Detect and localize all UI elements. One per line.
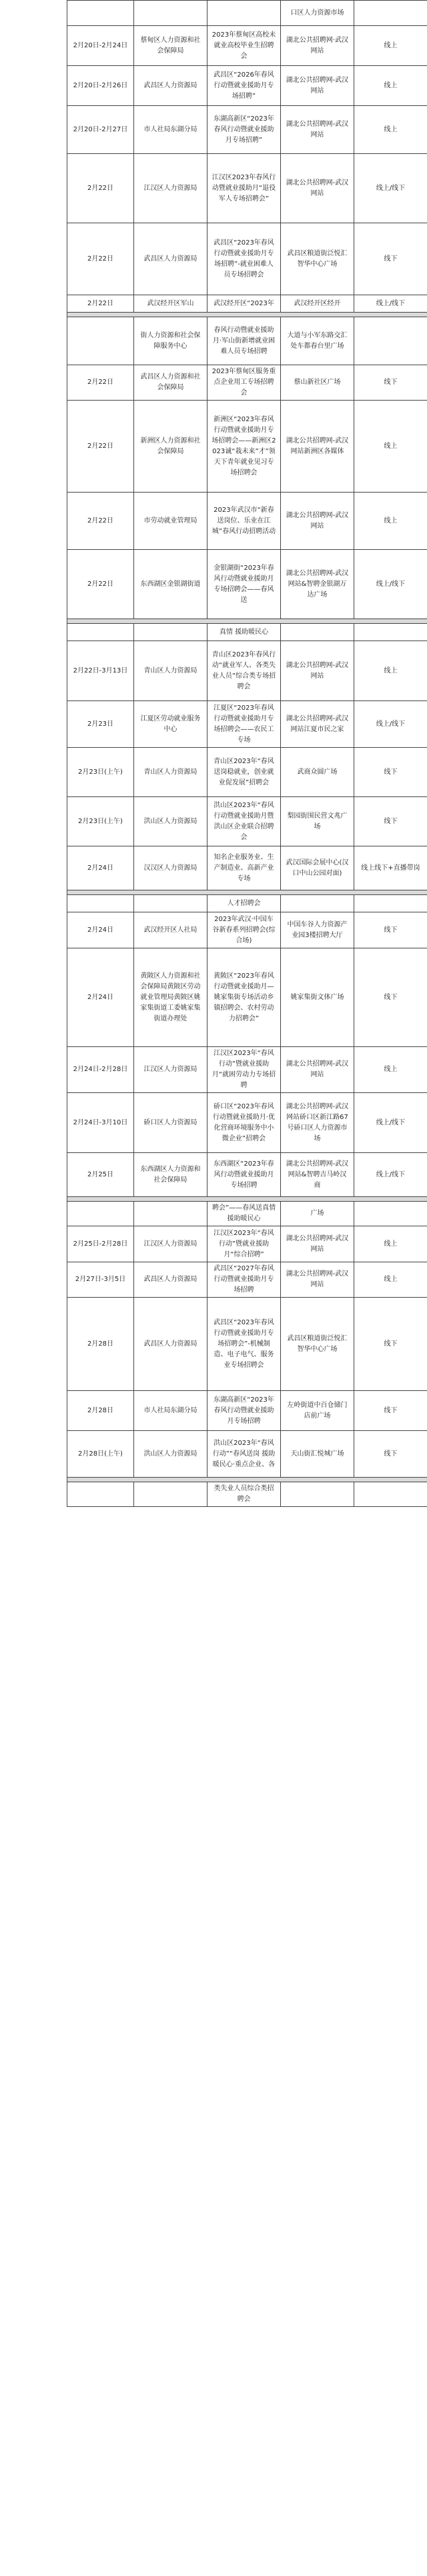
cell-date: 2月23日 [67,701,134,748]
cell-date: 2月23日(上午) [67,748,134,797]
cell-date: 2月20日-2月27日 [67,106,134,154]
cell-org: 硚口区人力资源局 [134,1093,207,1153]
cell-org: 江汉区人力资源局 [134,154,207,223]
table-row [67,106,427,154]
cell-mode: 线下 [354,1391,427,1431]
cell-venue: 湖北公共招聘网-武汉网站新洲区各媒体 [281,401,354,493]
cell-org: 市人社局东湖分局 [134,106,207,154]
cell-date [67,1482,134,1507]
cell-venue: 湖北公共招聘网-武汉网站 [281,641,354,701]
cell-venue: 姚家集街文体广场 [281,948,354,1047]
cell-date: 2月28日 [67,1298,134,1391]
table-row [67,493,427,550]
cell-org: 东西湖区金银湖街道 [134,550,207,619]
cell-org: 市人社局东湖分局 [134,1391,207,1431]
cell-date: 2月24日 [67,948,134,1047]
cell-mode [354,895,427,912]
cell-venue: 大道与小军东路交汇处车都春台里广场 [281,317,354,365]
cell-title: 武昌区“2023年春风行动暨就业援助月专场招聘会”-机械制造、电子电气、服务业专场招聘会 [207,1298,281,1391]
cell-org: 武昌区人力资源局 [134,1298,207,1391]
cell-title: 青山区2023年春风行动“就业军人、各类失业人员”综合类专场招聘会 [207,641,281,701]
cell-title: 武昌区“2027年春风行动暨就业援助月专场招聘 [207,1262,281,1298]
cell-date: 2月22日 [67,295,134,313]
cell-mode: 线上/线下 [354,701,427,748]
table-row [67,401,427,493]
table-row [67,1202,427,1226]
cell-date [67,624,134,641]
table-row [67,948,427,1047]
table-row [67,748,427,797]
cell-date: 2月24日 [67,846,134,890]
cell-mode: 线下 [354,748,427,797]
schedule-body [67,1,427,1507]
cell-venue: 中国车谷人力资源产业园3楼招聘大厅 [281,912,354,948]
cell-title: 武汉经开区“2023年 [207,295,281,313]
cell-date: 2月20日-2月26日 [67,66,134,106]
cell-mode: 线下 [354,365,427,401]
table-row [67,365,427,401]
cell-date: 2月27日-3月5日 [67,1262,134,1298]
cell-mode: 线下 [354,1431,427,1478]
cell-mode: 线上线下+直播带岗 [354,846,427,890]
cell-title: 类失业人员综合类招聘会 [207,1482,281,1507]
cell-date: 2月28日(上午) [67,1431,134,1478]
cell-title: 东湖高新区“2023年春风行动暨就业援助月专场招聘” [207,106,281,154]
cell-org: 武汉经开区军山 [134,295,207,313]
cell-title: 江汉区2023年“春风行动”暨就业援助月“综合招聘” [207,1226,281,1262]
page-break-separator [67,890,427,895]
cell-date: 2月28日 [67,1391,134,1431]
cell-org: 洪山区人力资源局 [134,797,207,846]
cell-title: 黄陂区“2023年春风行动暨就业援助月—姚家集街专场活动乡镇招聘会、农村劳动力招聘会” [207,948,281,1047]
cell-venue: 蔡山新社区广场 [281,365,354,401]
table-row [67,641,427,701]
cell-org [134,1482,207,1507]
cell-title: 东湖高新区“2023年春风行动暨就业援助月专场招聘 [207,1391,281,1431]
cell-title: 东西湖区“2023年春风行动暨就业援助月专场招聘 [207,1153,281,1197]
page-break-separator [67,1197,427,1202]
table-row [67,550,427,619]
table-row [67,1093,427,1153]
cell-org: 江汉区人力资源局 [134,1226,207,1262]
cell-title: 2023年蔡甸区高校未就业高校毕业生招聘会 [207,26,281,66]
cell-title: 江汉区2023年“春风行动”暨就业援助月“就困劳动力专场招聘 [207,1047,281,1093]
cell-venue: 湖北公共招聘网-武汉网站硚口区新江路67号硚口区人力资源市场 [281,1093,354,1153]
cell-org: 新洲区人力资源和社会保障局 [134,401,207,493]
cell-title: 武昌区“2026年春风行动暨就业援助月专场招聘” [207,66,281,106]
cell-mode: 线上/线下 [354,295,427,313]
cell-title: 金银湖街“2023年春风行动暨就业援助月专场招聘会——春风送 [207,550,281,619]
cell-date: 2月23日(上午) [67,797,134,846]
cell-date: 2月24日-3月10日 [67,1093,134,1153]
cell-org: 武昌区人力资源局 [134,223,207,295]
cell-venue: 天山街汇悦城广场 [281,1431,354,1478]
table-row [67,1226,427,1262]
cell-date [67,1,134,26]
cell-date: 2月22日 [67,365,134,401]
cell-date [67,317,134,365]
cell-venue: 武汉经开区经开 [281,295,354,313]
cell-mode: 线下 [354,948,427,1047]
cell-mode: 线上 [354,1047,427,1093]
table-row [67,1,427,26]
cell-org: 武汉经开区人社局 [134,912,207,948]
separator-cell [67,619,427,624]
cell-mode: 线上 [354,26,427,66]
separator-cell [67,1478,427,1482]
cell-venue: 广场 [281,1202,354,1226]
cell-mode: 线上 [354,493,427,550]
cell-mode: 线上/线下 [354,1153,427,1197]
cell-date: 2月25日 [67,1153,134,1197]
table-row [67,797,427,846]
cell-venue: 武昌区粮道街泛悦汇智华中心广场 [281,1298,354,1391]
cell-mode [354,1202,427,1226]
cell-mode: 线上 [354,106,427,154]
table-row [67,1482,427,1507]
cell-org: 市劳动就业管理局 [134,493,207,550]
cell-mode: 线下 [354,797,427,846]
cell-org: 黄陂区人力资源和社会保障局黄陂区劳动就业管理局黄陂区姚家集街道工委姚家集街道办理处 [134,948,207,1047]
cell-date: 2月24日-2月28日 [67,1047,134,1093]
cell-venue: 左岭街道中百仓储门店前广场 [281,1391,354,1431]
cell-title: 春风行动暨就业援助月·军山街新增就业困难人员专场招聘 [207,317,281,365]
cell-org: 武昌区人力资源局 [134,66,207,106]
cell-venue: 武昌区粮道街泛悦汇智华中心广场 [281,223,354,295]
table-row [67,895,427,912]
table-row [67,26,427,66]
cell-title: 江汉区2023年春风行动暨就业援助月“退役军人专场招聘会” [207,154,281,223]
cell-org [134,1202,207,1226]
cell-title: 硚口区“2023年春风行动暨就业援助月·优化营商环境服务中小微企业”招聘会 [207,1093,281,1153]
cell-org [134,895,207,912]
cell-org: 东西湖区人力资源和社会保障局 [134,1153,207,1197]
cell-title: 人才招聘会 [207,895,281,912]
cell-venue: 湖北公共招聘网-武汉网站 [281,1047,354,1093]
cell-venue: 口区人力资源市场 [281,1,354,26]
cell-date: 2月22日 [67,493,134,550]
cell-mode: 线上 [354,1226,427,1262]
cell-org: 青山区人力资源局 [134,748,207,797]
table-row [67,1298,427,1391]
cell-title: 知名企业服务业、生产制造业、高新产业专场 [207,846,281,890]
cell-date: 2月25日-2月28日 [67,1226,134,1262]
cell-date: 2月22日 [67,154,134,223]
cell-title: 2023年武汉市“新春送岗位、乐业在江城”春风行动招聘活动 [207,493,281,550]
cell-mode: 线上 [354,1262,427,1298]
cell-venue: 湖北公共招聘网-武汉网站&智聘金银湖万达广场 [281,550,354,619]
cell-venue: 湖北公共招聘网-武汉网站 [281,1262,354,1298]
cell-title: 聘会”——春风送真情 援助暖民心 [207,1202,281,1226]
cell-date: 2月22日 [67,223,134,295]
cell-title: 真情 援助暖民心 [207,624,281,641]
cell-date: 2月22日-3月13日 [67,641,134,701]
table-row [67,1153,427,1197]
cell-venue: 湖北公共招聘网-武汉网站 [281,1226,354,1262]
cell-mode [354,317,427,365]
table-row [67,912,427,948]
table-row [67,846,427,890]
cell-org: 武昌区人力资源和社会保障局 [134,365,207,401]
cell-mode: 线上 [354,401,427,493]
cell-mode: 线上/线下 [354,1093,427,1153]
cell-date [67,1202,134,1226]
cell-mode: 线下 [354,912,427,948]
cell-org: 青山区人力资源局 [134,641,207,701]
cell-title [207,1,281,26]
cell-venue [281,1482,354,1507]
cell-org: 街人力资源和社会保障服务中心 [134,317,207,365]
cell-venue: 湖北公共招聘网-武汉网站江夏市民之家 [281,701,354,748]
cell-org [134,1,207,26]
cell-mode [354,1482,427,1507]
cell-org: 洪山区人力资源局 [134,1431,207,1478]
cell-venue: 湖北公共招聘网·武汉网站 [281,26,354,66]
cell-title: 洪山区2023年“春风行动”“春风送岗 援助暖民心·重点企业、各 [207,1431,281,1478]
separator-cell [67,313,427,317]
cell-title: 2023年蔡甸区服务重点企业用工专场招聘会 [207,365,281,401]
cell-title: 新洲区“2023年春风行动暨就业援助月专场招聘会——新洲区2023诚“栽未来”才”领天下青年就业见习专场招聘会 [207,401,281,493]
cell-date: 2月22日 [67,401,134,493]
cell-org: 江夏区劳动就业服务中心 [134,701,207,748]
table-row [67,223,427,295]
table-row [67,701,427,748]
table-row [67,154,427,223]
cell-mode [354,1,427,26]
cell-org [134,624,207,641]
cell-venue: 湖北公共招聘网-武汉网站&智聘吉马岭汉商 [281,1153,354,1197]
cell-title: 青山区2023年“春风送岗稳就业，创业就业促发展”招聘会 [207,748,281,797]
page-break-separator [67,313,427,317]
cell-date: 2月22日 [67,550,134,619]
cell-mode: 线上/线下 [354,550,427,619]
cell-date [67,895,134,912]
table-row [67,624,427,641]
cell-venue: 武汉国际会展中心(汉口中山公园对面) [281,846,354,890]
cell-org: 汉汉区人力资源局 [134,846,207,890]
cell-mode: 线下 [354,1298,427,1391]
cell-title: 江夏区“2023年春风行动暨就业援助月专场招聘会——农民工专场 [207,701,281,748]
cell-mode [354,624,427,641]
cell-org: 江汉区人力资源局 [134,1047,207,1093]
cell-venue: 湖北公共招聘网-武汉网站 [281,493,354,550]
cell-venue [281,624,354,641]
table-row [67,1047,427,1093]
table-row [67,66,427,106]
table-row [67,1262,427,1298]
cell-venue: 湖北公共招聘网-武汉网站 [281,106,354,154]
cell-title: 2023年武汉·中国车谷新春系列招聘会(综合场) [207,912,281,948]
cell-venue: 梨园街围民营文兆广场 [281,797,354,846]
cell-venue: 湖北公共招聘网-武汉网站 [281,154,354,223]
table-row [67,1391,427,1431]
cell-mode: 线下 [354,223,427,295]
cell-mode: 线上/线下 [354,154,427,223]
cell-mode: 线上 [354,641,427,701]
page-break-separator [67,619,427,624]
cell-venue [281,895,354,912]
page-break-separator [67,1478,427,1482]
cell-date: 2月20日-2月24日 [67,26,134,66]
table-row [67,317,427,365]
cell-org: 武昌区人力资源局 [134,1262,207,1298]
cell-org: 蔡甸区人力资源和社会保障局 [134,26,207,66]
table-row [67,295,427,313]
cell-title: 武昌区“2023年春风行动暨就业援助月专场招聘”-就业困难人员专场招聘会 [207,223,281,295]
cell-mode: 线上 [354,66,427,106]
cell-title: 洪山区2023年“春风行动暨就业援助月暨洪山区企业联合招聘会 [207,797,281,846]
cell-date: 2月24日 [67,912,134,948]
job-fair-schedule-table [67,0,427,1507]
separator-cell [67,1197,427,1202]
cell-venue: 武商众圆广场 [281,748,354,797]
cell-venue: 湖北公共招聘网-武汉网站 [281,66,354,106]
table-row [67,1431,427,1478]
separator-cell [67,890,427,895]
